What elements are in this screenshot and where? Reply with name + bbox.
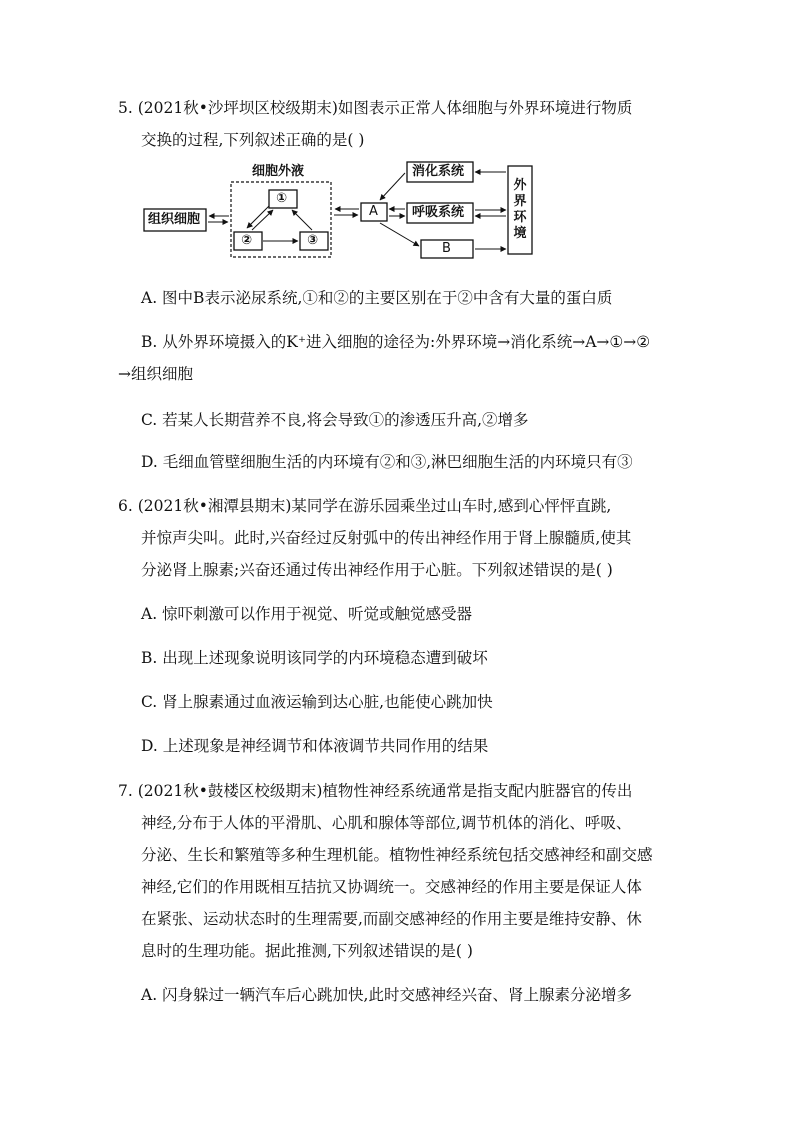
q7-stem-line2: 神经,分布于人体的平滑肌、心肌和腺体等部位,调节机体的消化、呼吸、 bbox=[141, 814, 632, 832]
q5-option-d: D. 毛细血管壁细胞生活的内环境有②和③,淋巴细胞生活的内环境只有③ bbox=[141, 453, 633, 471]
node-b-label: B bbox=[442, 241, 451, 256]
q6-stem-line1: 6. (2021秋•湘潭县期末)某同学在游乐园乘坐过山车时,感到心怦怦直跳, bbox=[118, 497, 612, 515]
respiratory-system-label: 呼吸系统 bbox=[412, 205, 465, 220]
tissue-cells-label: 组织细胞 bbox=[148, 212, 201, 227]
q6-stem-line2: 并惊声尖叫。此时,兴奋经过反射弧中的传出神经作用于肾上腺髓质,使其 bbox=[141, 529, 632, 547]
q5-stem-line1: 5. (2021秋•沙坪坝区校级期末)如图表示正常人体细胞与外界环境进行物质 bbox=[118, 99, 633, 117]
q6-option-b: B. 出现上述现象说明该同学的内环境稳态遭到破坏 bbox=[141, 649, 488, 667]
q7-stem-line1: 7. (2021秋•鼓楼区校级期末)植物性神经系统通常是指支配内脏器官的传出 bbox=[118, 782, 633, 800]
arrow-a-to-b bbox=[380, 223, 419, 246]
q5-option-c: C. 若某人长期营养不良,将会导致①的渗透压升高,②增多 bbox=[141, 411, 529, 429]
q5-option-b-line1: B. 从外界环境摄入的K⁺进入细胞的途径为:外界环境→消化系统→A→①→② bbox=[141, 333, 651, 351]
q5-option-b-line2: →组织细胞 bbox=[118, 365, 193, 383]
q7-stem-line5: 在紧张、运动状态时的生理需要,而副交感神经的作用主要是维持安静、休 bbox=[141, 910, 642, 928]
q7-stem-line4: 神经,它们的作用既相互拮抗又协调统一。交感神经的作用主要是保证人体 bbox=[141, 878, 642, 896]
q7-stem-line3: 分泌、生长和繁殖等多种生理机能。植物性神经系统包括交感神经和副交感 bbox=[141, 846, 653, 864]
q5-diagram-lines bbox=[130, 158, 550, 260]
arrow-3-to-1 bbox=[292, 210, 312, 230]
q5-option-a: A. 图中B表示泌尿系统,①和②的主要区别在于②中含有大量的蛋白质 bbox=[141, 289, 613, 307]
node-a-label: A bbox=[369, 204, 378, 219]
q5-diagram bbox=[130, 158, 550, 260]
q6-option-c: C. 肾上腺素通过血液运输到达心脏,也能使心跳加快 bbox=[141, 693, 493, 711]
q6-option-a: A. 惊吓刺激可以作用于视觉、听觉或触觉感受器 bbox=[141, 605, 473, 623]
external-environment-label: 外界环境 bbox=[513, 178, 527, 241]
q7-stem-line6: 息时的生理功能。据此推测,下列叙述错误的是( ) bbox=[141, 942, 473, 960]
extracellular-fluid-label: 细胞外液 bbox=[252, 164, 305, 179]
q6-stem-line3: 分泌肾上腺素;兴奋还通过传出神经作用于心脏。下列叙述错误的是( ) bbox=[141, 561, 613, 579]
q5-stem-line2: 交换的过程,下列叙述正确的是( ) bbox=[141, 131, 365, 149]
digestive-system-label: 消化系统 bbox=[412, 164, 465, 179]
node-2-label: ② bbox=[241, 233, 253, 248]
q7-option-a: A. 闪身躲过一辆汽车后心跳加快,此时交感神经兴奋、肾上腺素分泌增多 bbox=[141, 986, 632, 1004]
node-3-label: ③ bbox=[307, 233, 319, 248]
node-1-label: ① bbox=[276, 191, 288, 206]
q6-option-d: D. 上述现象是神经调节和体液调节共同作用的结果 bbox=[141, 737, 489, 755]
arrow-digestive-to-a bbox=[380, 173, 405, 200]
